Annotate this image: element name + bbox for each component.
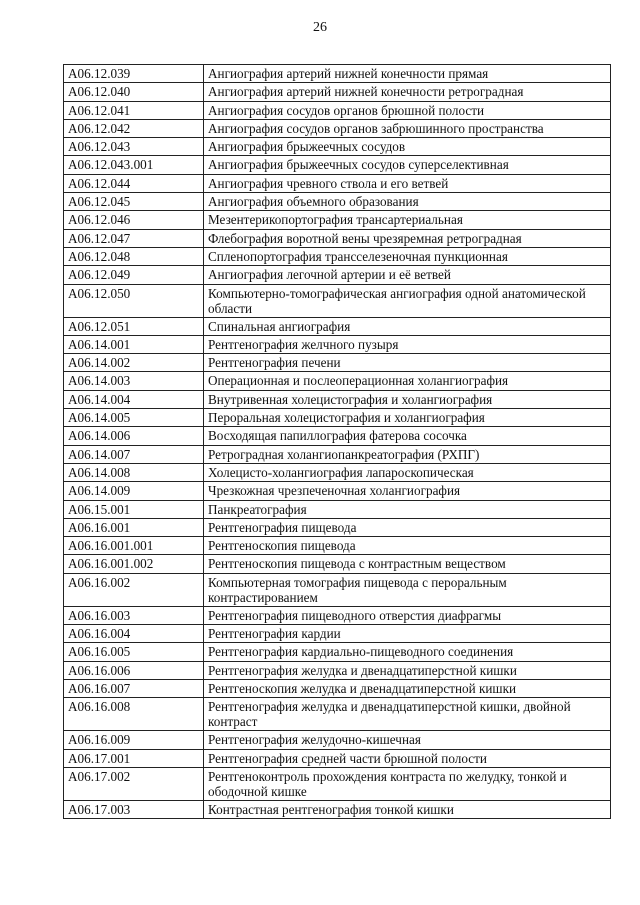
table-row	[64, 317, 611, 335]
service-name: Рентгеноконтроль прохождения контраста по желудку, тонкой и ободочной кишке	[204, 767, 611, 800]
table-row	[64, 101, 611, 119]
service-name: Контрастная рентгенография тонкой кишки	[204, 800, 611, 818]
table-row	[64, 229, 611, 247]
service-code: A06.12.042	[64, 119, 204, 137]
service-name: Ангиография брыжеечных сосудов	[204, 138, 611, 156]
service-code: A06.12.045	[64, 193, 204, 211]
service-code: A06.17.001	[64, 749, 204, 767]
service-name: Рентгенография желудка и двенадцатиперстной кишки	[204, 661, 611, 679]
table-row	[64, 335, 611, 353]
service-name: Мезентерикопортография трансартериальная	[204, 211, 611, 229]
service-code: A06.17.002	[64, 767, 204, 800]
service-code: A06.14.008	[64, 463, 204, 481]
service-name: Панкреатография	[204, 500, 611, 518]
service-code: A06.14.002	[64, 354, 204, 372]
service-code: A06.12.050	[64, 284, 204, 317]
table-row	[64, 409, 611, 427]
table-row	[64, 119, 611, 137]
table-row	[64, 606, 611, 624]
table-row	[64, 372, 611, 390]
table-row	[64, 193, 611, 211]
table-row	[64, 211, 611, 229]
table-row	[64, 138, 611, 156]
service-name: Ангиография сосудов органов забрюшинного пространства	[204, 119, 611, 137]
service-name: Рентгенография желчного пузыря	[204, 335, 611, 353]
table-row	[64, 698, 611, 731]
service-code: A06.12.047	[64, 229, 204, 247]
services-table-body	[64, 65, 611, 819]
table-row	[64, 518, 611, 536]
table-row	[64, 661, 611, 679]
table-row	[64, 537, 611, 555]
service-name: Компьютерно-томографическая ангиография одной анатомической области	[204, 284, 611, 317]
service-code: A06.16.002	[64, 573, 204, 606]
service-code: A06.16.003	[64, 606, 204, 624]
table-row	[64, 482, 611, 500]
service-name: Рентгенография пищеводного отверстия диафрагмы	[204, 606, 611, 624]
service-code: A06.16.004	[64, 625, 204, 643]
service-code: A06.16.001.002	[64, 555, 204, 573]
service-name: Чрезкожная чрезпеченочная холангиография	[204, 482, 611, 500]
service-name: Рентгеноскопия пищевода с контрастным веществом	[204, 555, 611, 573]
service-name: Ангиография легочной артерии и её ветвей	[204, 266, 611, 284]
service-code: A06.12.043	[64, 138, 204, 156]
service-code: A06.14.006	[64, 427, 204, 445]
service-code: A06.16.007	[64, 679, 204, 697]
service-name: Ангиография чревного ствола и его ветвей	[204, 174, 611, 192]
table-row	[64, 83, 611, 101]
service-code: A06.16.009	[64, 731, 204, 749]
page-number: 26	[313, 20, 327, 35]
table-row	[64, 174, 611, 192]
service-name: Спленопортография трансселезеночная пункционная	[204, 247, 611, 265]
service-code: A06.12.040	[64, 83, 204, 101]
service-name: Спинальная ангиография	[204, 317, 611, 335]
table-row	[64, 156, 611, 174]
table-row	[64, 749, 611, 767]
table-row	[64, 573, 611, 606]
table-row	[64, 625, 611, 643]
service-code: A06.14.003	[64, 372, 204, 390]
service-code: A06.15.001	[64, 500, 204, 518]
service-name: Рентгеноскопия пищевода	[204, 537, 611, 555]
service-code: A06.16.001.001	[64, 537, 204, 555]
service-name: Рентгенография желудка и двенадцатиперстной кишки, двойной контраст	[204, 698, 611, 731]
service-code: A06.12.049	[64, 266, 204, 284]
service-code: A06.14.005	[64, 409, 204, 427]
service-code: A06.16.005	[64, 643, 204, 661]
table-row	[64, 427, 611, 445]
services-table	[63, 64, 611, 819]
table-row	[64, 390, 611, 408]
service-code: A06.14.004	[64, 390, 204, 408]
service-name: Рентгенография пищевода	[204, 518, 611, 536]
service-name: Холецисто-холангиография лапароскопическая	[204, 463, 611, 481]
service-name: Компьютерная томография пищевода с пероральным контрастированием	[204, 573, 611, 606]
table-row	[64, 284, 611, 317]
service-name: Рентгенография печени	[204, 354, 611, 372]
service-name: Ангиография артерий нижней конечности ретроградная	[204, 83, 611, 101]
table-row	[64, 354, 611, 372]
service-code: A06.12.046	[64, 211, 204, 229]
service-name: Ангиография сосудов органов брюшной полости	[204, 101, 611, 119]
table-row	[64, 555, 611, 573]
service-code: A06.12.048	[64, 247, 204, 265]
table-row	[64, 463, 611, 481]
service-name: Флебография воротной вены чрезяремная ретроградная	[204, 229, 611, 247]
service-name: Рентгеноскопия желудка и двенадцатиперстной кишки	[204, 679, 611, 697]
service-code: A06.12.043.001	[64, 156, 204, 174]
service-name: Ангиография брыжеечных сосудов суперселективная	[204, 156, 611, 174]
service-name: Рентгенография желудочно-кишечная	[204, 731, 611, 749]
service-name: Внутривенная холецистография и холангиография	[204, 390, 611, 408]
service-code: A06.12.044	[64, 174, 204, 192]
service-name: Операционная и послеоперационная холангиография	[204, 372, 611, 390]
service-name: Восходящая папиллография фатерова сосочка	[204, 427, 611, 445]
service-code: A06.16.001	[64, 518, 204, 536]
table-row	[64, 800, 611, 818]
service-code: A06.12.051	[64, 317, 204, 335]
table-row	[64, 731, 611, 749]
table-row	[64, 500, 611, 518]
service-name: Рентгенография кардиально-пищеводного соединения	[204, 643, 611, 661]
service-name: Рентгенография кардии	[204, 625, 611, 643]
table-row	[64, 445, 611, 463]
service-name: Ангиография объемного образования	[204, 193, 611, 211]
service-code: A06.12.041	[64, 101, 204, 119]
table-row	[64, 767, 611, 800]
service-name: Рентгенография средней части брюшной полости	[204, 749, 611, 767]
table-row	[64, 65, 611, 83]
service-code: A06.12.039	[64, 65, 204, 83]
service-code: A06.16.008	[64, 698, 204, 731]
service-code: A06.14.001	[64, 335, 204, 353]
service-name: Ангиография артерий нижней конечности прямая	[204, 65, 611, 83]
table-row	[64, 679, 611, 697]
table-row	[64, 266, 611, 284]
service-code: A06.14.007	[64, 445, 204, 463]
service-name: Пероральная холецистография и холангиография	[204, 409, 611, 427]
service-code: A06.14.009	[64, 482, 204, 500]
service-code: A06.16.006	[64, 661, 204, 679]
table-row	[64, 247, 611, 265]
service-name: Ретроградная холангиопанкреатография (РХПГ)	[204, 445, 611, 463]
table-row	[64, 643, 611, 661]
service-code: A06.17.003	[64, 800, 204, 818]
